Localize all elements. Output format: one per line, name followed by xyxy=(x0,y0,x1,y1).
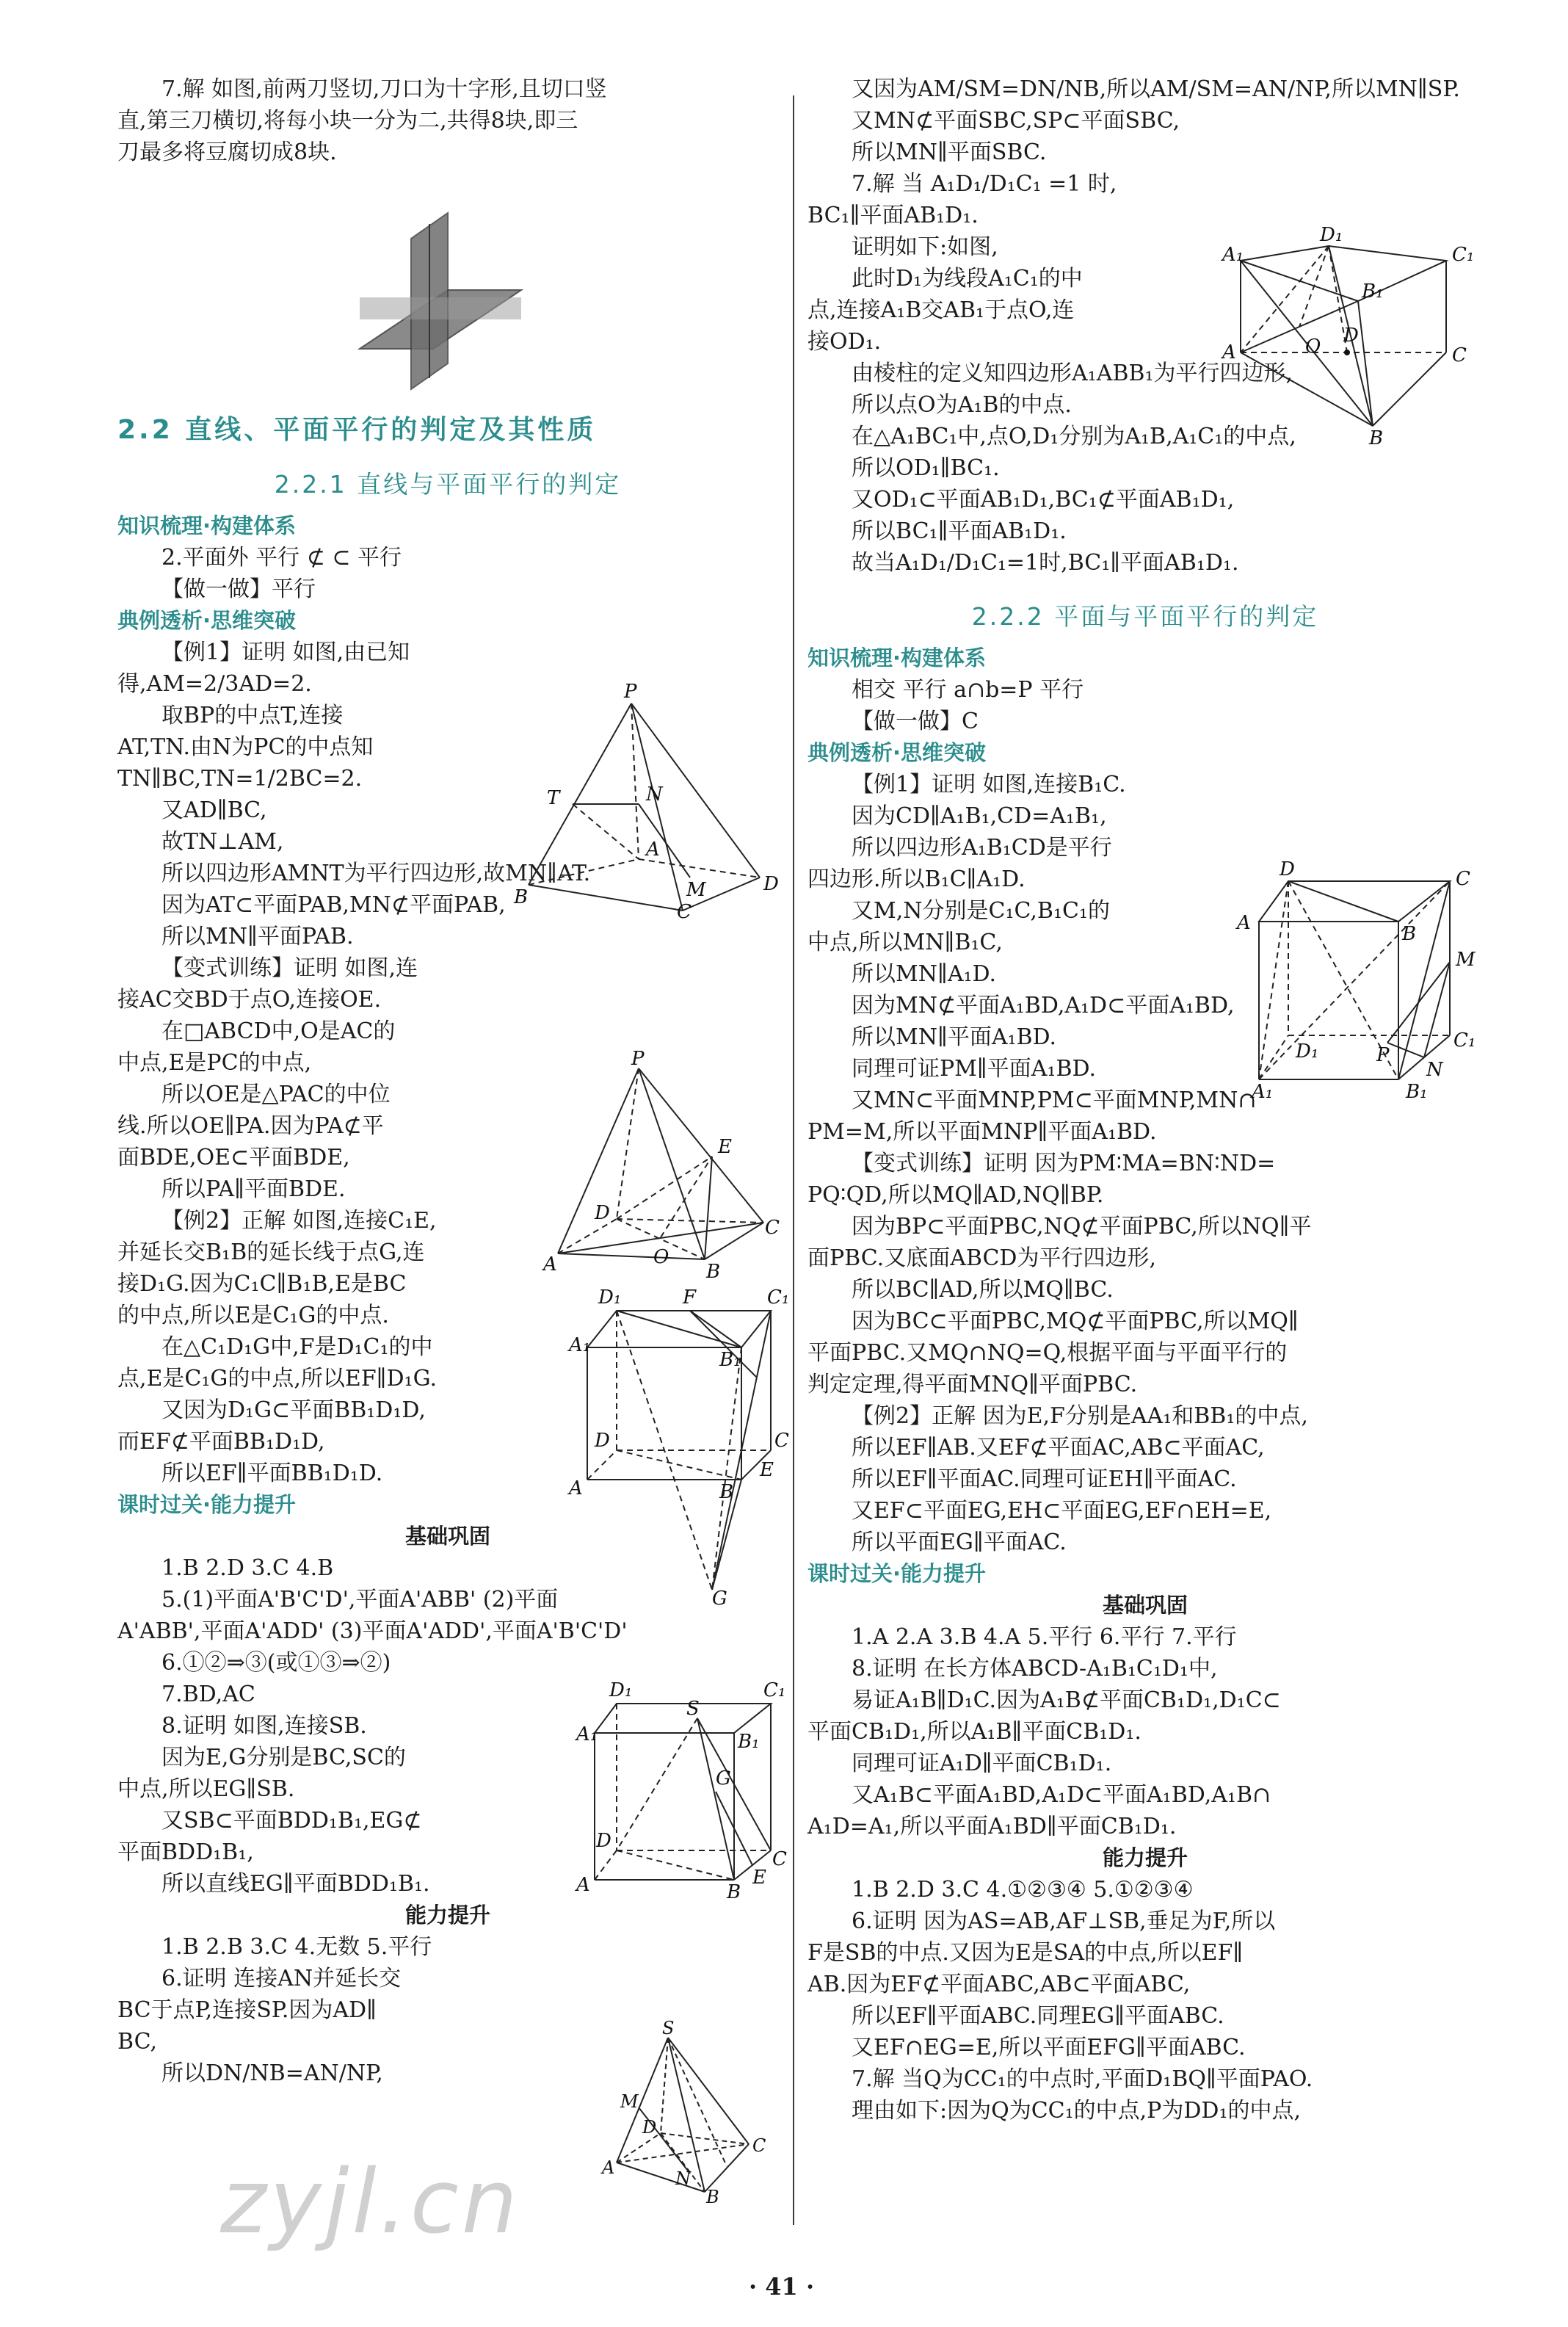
text-line: 平面PBC.又MQ∩NQ=Q,根据平面与平面平行的 xyxy=(807,1340,1288,1366)
vertex-label: D xyxy=(1343,325,1359,347)
text-line: 又SB⊂平面BDD₁B₁,EG⊄ xyxy=(161,1808,422,1834)
text-line: 所以四边形A₁B₁CD是平行 xyxy=(852,835,1112,861)
section-title: 2.2 直线、平面平行的判定及其性质 xyxy=(117,415,597,445)
vertex-label: B xyxy=(706,2187,719,2207)
knowledge-line: 2.平面外 平行 ⊄ ⊂ 平行 xyxy=(161,545,402,571)
text-line: 在□ABCD中,O是AC的 xyxy=(161,1018,396,1044)
vertex-label: O xyxy=(1305,336,1321,358)
example-2 xyxy=(807,1400,1483,1558)
text-line: 理由如下:因为Q为CC₁的中点,P为DD₁的中点, xyxy=(852,2098,1302,2124)
vertex-label: G xyxy=(716,1767,731,1789)
text-line: 1.B 2.D 3.C 4.①②③④ 5.①②③④ xyxy=(852,1877,1194,1903)
text-line: 所以EF∥平面BB₁D₁D. xyxy=(161,1461,383,1486)
vertex-label: D xyxy=(1280,858,1295,880)
point-marker xyxy=(1344,350,1350,355)
text-line: 8.证明 在长方体ABCD-A₁B₁C₁D₁中, xyxy=(852,1656,1218,1682)
heading-examples: 典例透析·思维突破 xyxy=(117,608,297,633)
text-line: 点,连接A₁B交AB₁于点O,连 xyxy=(807,297,1075,323)
text-line: 得,AM=2/3AD=2. xyxy=(117,671,312,697)
vertex-label: C xyxy=(1452,344,1467,366)
cube-figure-2 xyxy=(576,1679,787,1903)
text-line: 【例2】正解 因为E,F分别是AA₁和BB₁的中点, xyxy=(852,1403,1308,1429)
vertex-label: N xyxy=(1426,1059,1443,1081)
vertex-label: N xyxy=(646,783,663,806)
vertex-label: A xyxy=(1222,341,1236,363)
text-line: A'ABB',平面A'ADD' (3)平面A'ADD',平面A'B'C'D' xyxy=(117,1618,628,1644)
vertex-label: P xyxy=(624,681,637,703)
vertex-label: C xyxy=(772,1848,787,1870)
vertex-label: S xyxy=(686,1698,700,1720)
vertex-label: P xyxy=(631,1048,645,1070)
text-line: 1.B 2.D 3.C 4.B xyxy=(161,1555,334,1581)
vertex-label: D₁ xyxy=(1320,224,1343,246)
vertex-label: B xyxy=(514,886,529,908)
vertex-label: A₁ xyxy=(576,1723,598,1745)
vertex-label: A xyxy=(569,1477,583,1499)
text-line: 线.所以OE∥PA.因为PA⊄平 xyxy=(117,1113,384,1139)
text-line: 故当A₁D₁/D₁C₁=1时,BC₁∥平面AB₁D₁. xyxy=(852,550,1239,576)
text-line: 接D₁G.因为C₁C∥B₁B,E是BC xyxy=(117,1271,407,1297)
zuo-yi-zuo: 【做一做】C xyxy=(852,709,979,734)
text-line: 6.①②⇒③(或①③⇒②) xyxy=(161,1650,391,1676)
vertex-label: C xyxy=(752,2135,766,2156)
text-line: 因为E,G分别是BC,SC的 xyxy=(161,1745,406,1770)
heading-knowledge: 知识梳理·构建体系 xyxy=(807,645,987,670)
vertex-label: B xyxy=(1402,923,1417,945)
vertex-label: B₁ xyxy=(1362,281,1384,303)
text-line: 因为CD∥A₁B₁,CD=A₁B₁, xyxy=(852,803,1107,829)
text-line: 8.证明 如图,连接SB. xyxy=(161,1713,367,1739)
text-line: 所以MN∥平面A₁BD. xyxy=(852,1024,1057,1050)
text-line: 7.解 当Q为CC₁的中点时,平面D₁BQ∥平面PAO. xyxy=(852,2066,1313,2092)
zuo-yi-zuo: 【做一做】平行 xyxy=(161,576,316,602)
intro-block xyxy=(117,73,778,168)
text-line: 【例2】正解 如图,连接C₁E, xyxy=(161,1208,437,1234)
basic-answers xyxy=(807,1621,1483,1842)
text-line: 因为MN⊄平面A₁BD,A₁D⊂平面A₁BD, xyxy=(852,993,1235,1018)
text-line: 6.证明 因为AS=AB,AF⊥SB,垂足为F,所以 xyxy=(852,1908,1276,1934)
text-line: 【变式训练】证明 因为PM∶MA=BN∶ND= xyxy=(852,1151,1276,1176)
text-line: 刀最多将豆腐切成8块. xyxy=(117,140,337,165)
vertex-label: S xyxy=(662,2018,675,2038)
text-line: BC, xyxy=(117,2029,158,2055)
vertex-label: D xyxy=(595,1430,610,1452)
text-line: 四边形.所以B₁C∥A₁D. xyxy=(807,866,1026,892)
vertex-label: O xyxy=(653,1246,669,1268)
vertex-label: A₁ xyxy=(569,1334,591,1356)
text-line: 又AD∥BC, xyxy=(161,797,267,823)
heading-knowledge: 知识梳理·构建体系 xyxy=(117,513,297,538)
cube-figure-1 xyxy=(569,1281,793,1610)
text-line: 所以EF∥AB.又EF⊄平面AC,AB⊂平面AC, xyxy=(852,1435,1265,1461)
text-line: 所以EF∥平面AC.同理可证EH∥平面AC. xyxy=(852,1466,1237,1492)
text-line: 判定定理,得平面MNQ∥平面PBC. xyxy=(807,1372,1138,1397)
text-line: 所以点O为A₁B的中点. xyxy=(852,392,1072,418)
text-line: 因为BP⊂平面PBC,NQ⊄平面PBC,所以NQ∥平 xyxy=(852,1214,1312,1240)
vertex-label: C₁ xyxy=(1453,1029,1476,1052)
text-line: 又A₁B⊂平面A₁BD,A₁D⊂平面A₁BD,A₁B∩ xyxy=(852,1782,1271,1808)
vertex-label: D₁ xyxy=(598,1286,622,1309)
vertex-label: E xyxy=(718,1136,732,1158)
pyramid-figure-3 xyxy=(602,2018,778,2207)
page-number: · 41 · xyxy=(749,2273,815,2301)
text-line: BC₁∥平面AB₁D₁. xyxy=(807,203,979,228)
text-line: AT,TN.由N为PC的中点知 xyxy=(117,734,374,760)
text-line: 平面BDD₁B₁, xyxy=(117,1839,254,1865)
heading-class: 课时过关·能力提升 xyxy=(807,1561,987,1586)
vertex-label: E xyxy=(752,1867,766,1889)
text-line: 又EF⊂平面EG,EH⊂平面EG,EF∩EH=E, xyxy=(852,1498,1272,1524)
text-line: 面BDE,OE⊂平面BDE, xyxy=(117,1145,350,1170)
vertex-label: T xyxy=(547,787,560,809)
text-line: 所以MN∥平面SBC. xyxy=(852,140,1047,165)
cube-figure-3 xyxy=(1230,858,1479,1103)
text-line: 7.解 当 A₁D₁/D₁C₁ =1 时, xyxy=(852,171,1117,197)
text-line: 所以平面EG∥平面AC. xyxy=(852,1530,1067,1555)
text-line: 的中点,所以E是C₁G的中点. xyxy=(117,1303,389,1328)
text-line: 又因为AM/SM=DN/NB,所以AM/SM=AN/NP,所以MN∥SP. xyxy=(852,76,1460,102)
text-line: 【例1】证明 如图,连接B₁C. xyxy=(852,772,1126,797)
vertex-label: A₁ xyxy=(1252,1081,1274,1103)
text-line: 而EF⊄平面BB₁D₁D, xyxy=(117,1429,325,1455)
text-line: 在△C₁D₁G中,F是D₁C₁的中 xyxy=(161,1334,433,1360)
vertex-label: B₁ xyxy=(719,1349,741,1371)
text-line: 又MN⊄平面SBC,SP⊂平面SBC, xyxy=(852,108,1180,134)
vertex-label: D₁ xyxy=(609,1679,633,1701)
text-line: 所以PA∥平面BDE. xyxy=(161,1176,346,1202)
text-line: 直,第三刀横切,将每小块一分为二,共得8块,即三 xyxy=(117,108,578,134)
text-line: 易证A₁B∥D₁C.因为A₁B⊄平面CB₁D₁,D₁C⊂ xyxy=(852,1687,1281,1713)
variant-training xyxy=(807,1148,1483,1400)
vertex-label: D xyxy=(596,1830,611,1852)
vertex-label: A xyxy=(576,1874,590,1896)
heading-ability: 能力提升 xyxy=(404,1903,490,1928)
vertex-label: C xyxy=(1456,868,1470,890)
vertex-label: D xyxy=(595,1202,610,1224)
text-line: 接AC交BD于点O,连接OE. xyxy=(117,987,382,1013)
pyramid-figure-2 xyxy=(543,1048,780,1283)
vertex-label: C xyxy=(765,1217,780,1239)
text-line: 又M,N分别是C₁C,B₁C₁的 xyxy=(852,898,1110,924)
vertex-label: A₁ xyxy=(1222,244,1244,266)
text-line: TN∥BC,TN=1/2BC=2. xyxy=(117,766,363,792)
text-line: 【例1】证明 如图,由已知 xyxy=(161,640,410,665)
column-divider xyxy=(793,95,794,2225)
text-line: 并延长交B₁B的延长线于点G,连 xyxy=(117,1240,425,1265)
vertex-label: C xyxy=(774,1430,789,1452)
vertex-label: G xyxy=(712,1588,727,1610)
vertex-label: B xyxy=(727,1881,741,1903)
text-line: 所以BC₁∥平面AB₁D₁. xyxy=(852,518,1067,544)
text-line: 此时D₁为线段A₁C₁的中 xyxy=(852,266,1083,292)
text-line: 因为BC⊂平面PBC,MQ⊄平面PBC,所以MQ∥ xyxy=(852,1309,1299,1334)
text-line: 所以DN/NB=AN/NP, xyxy=(161,2060,383,2086)
vertex-label: M xyxy=(686,879,706,901)
heading-class: 课时过关·能力提升 xyxy=(117,1492,297,1517)
text-line: 所以EF∥平面ABC.同理EG∥平面ABC. xyxy=(852,2003,1224,2029)
text-line: PM=M,所以平面MNP∥平面A₁BD. xyxy=(807,1119,1157,1145)
knowledge-line: 相交 平行 a∩b=P 平行 xyxy=(852,677,1084,703)
vertex-label: C₁ xyxy=(763,1679,786,1701)
vertex-label: P xyxy=(1376,1044,1390,1066)
text-line: 1.A 2.A 3.B 4.A 5.平行 6.平行 7.平行 xyxy=(852,1624,1237,1650)
text-line: 又EF∩EG=E,所以平面EFG∥平面ABC. xyxy=(852,2035,1246,2060)
text-line: 所以MN∥A₁D. xyxy=(852,961,997,987)
text-line: 点,E是C₁G的中点,所以EF∥D₁G. xyxy=(117,1366,437,1392)
vertex-label: E xyxy=(760,1459,774,1481)
vertex-label: D₁ xyxy=(1296,1041,1319,1063)
text-line: 所以OE是△PAC的中位 xyxy=(161,1082,391,1107)
vertex-label: M xyxy=(620,2091,639,2112)
text-line: 7.BD,AC xyxy=(161,1682,255,1707)
text-line: F是SB的中点.又因为E是SA的中点,所以EF∥ xyxy=(807,1940,1244,1966)
text-line: 6.证明 连接AN并延长交 xyxy=(161,1966,402,1991)
text-line: PQ∶QD,所以MQ∥AD,NQ∥BP. xyxy=(807,1182,1104,1208)
pyramid-figure-1 xyxy=(514,681,779,923)
heading-basic: 基础巩固 xyxy=(1102,1593,1188,1618)
text-line: 又OD₁⊂平面AB₁D₁,BC₁⊄平面AB₁D₁, xyxy=(852,487,1235,513)
text-line: 7.解 如图,前两刀竖切,刀口为十字形,且切口竖 xyxy=(161,76,607,102)
text-line: 所以直线EG∥平面BDD₁B₁. xyxy=(161,1871,430,1897)
vertex-label: D xyxy=(763,873,779,895)
text-line: 在△A₁BC₁中,点O,D₁分别为A₁B,A₁C₁的中点, xyxy=(852,424,1296,449)
text-line: 中点,所以MN∥B₁C, xyxy=(807,930,1003,955)
vertex-label: B xyxy=(706,1261,721,1283)
vertex-label: B xyxy=(719,1481,734,1503)
subsection-title: 2.2.2 平面与平面平行的判定 xyxy=(971,602,1319,631)
ability-answers xyxy=(807,1874,1483,2127)
text-line: 接OD₁. xyxy=(807,329,882,355)
vertex-label: C₁ xyxy=(1452,244,1475,266)
text-line: 5.(1)平面A'B'C'D',平面A'ABB' (2)平面 xyxy=(161,1587,559,1613)
vertex-label: B₁ xyxy=(1406,1081,1428,1103)
heading-examples: 典例透析·思维突破 xyxy=(807,740,987,765)
text-line: 故TN⊥AM, xyxy=(161,829,284,855)
text-line: A₁D=A₁,所以平面A₁BD∥平面CB₁D₁. xyxy=(807,1814,1177,1839)
vertex-label: N xyxy=(675,2168,691,2189)
text-line: 又MN⊂平面MNP,PM⊂平面MNP,MN∩ xyxy=(852,1087,1257,1113)
text-line: 所以四边形AMNT为平行四边形,故MN∥AT. xyxy=(161,861,591,886)
vertex-label: A xyxy=(646,839,660,861)
vertex-label: M xyxy=(1456,949,1476,971)
vertex-label: C xyxy=(677,901,692,923)
vertex-label: B₁ xyxy=(738,1731,760,1753)
text-line: 又因为D₁G⊂平面BB₁D₁D, xyxy=(161,1397,426,1423)
text-line: 同理可证A₁D∥平面CB₁D₁. xyxy=(852,1751,1112,1776)
text-line: 因为AT⊂平面PAB,MN⊄平面PAB, xyxy=(161,892,506,918)
prism-figure xyxy=(1219,224,1483,449)
text-line: 所以BC∥AD,所以MQ∥BC. xyxy=(852,1277,1114,1303)
heading-basic: 基础巩固 xyxy=(404,1524,490,1549)
vertex-label: D xyxy=(642,2117,657,2138)
text-line: 面PBC.又底面ABCD为平行四边形, xyxy=(807,1245,1157,1271)
vertex-label: A xyxy=(1237,912,1251,934)
text-line: AB.因为EF⊄平面ABC,AB⊂平面ABC, xyxy=(807,1972,1191,1997)
text-line: BC于点P,连接SP.因为AD∥ xyxy=(117,1997,377,2023)
text-line: 中点,E是PC的中点, xyxy=(117,1050,312,1076)
subsection-title: 2.2.1 直线与平面平行的判定 xyxy=(274,470,622,499)
text-line: 取BP的中点T,连接 xyxy=(161,703,344,728)
text-line: 证明如下:如图, xyxy=(852,234,998,260)
text-line: 同理可证PM∥平面A₁BD. xyxy=(852,1056,1097,1082)
text-line: 平面CB₁D₁,所以A₁B∥平面CB₁D₁. xyxy=(807,1719,1141,1745)
vertex-label: B xyxy=(1369,427,1384,449)
vertex-label: A xyxy=(602,2157,615,2178)
tofu-cut-figure xyxy=(345,209,529,393)
watermark: zyjl.cn xyxy=(220,2152,520,2254)
text-line: 1.B 2.B 3.C 4.无数 5.平行 xyxy=(161,1934,432,1960)
vertex-label: C₁ xyxy=(767,1286,790,1309)
text-line: 中点,所以EG∥SB. xyxy=(117,1776,295,1802)
text-line: 所以OD₁∥BC₁. xyxy=(852,455,1000,481)
vertex-label: F xyxy=(683,1286,697,1309)
text-line: 所以MN∥平面PAB. xyxy=(161,924,354,949)
heading-ability: 能力提升 xyxy=(1102,1845,1188,1870)
text-line: 由棱柱的定义知四边形A₁ABB₁为平行四边形, xyxy=(852,361,1293,386)
text-line: 【变式训练】证明 如图,连 xyxy=(161,955,418,981)
vertex-label: A xyxy=(543,1253,557,1275)
